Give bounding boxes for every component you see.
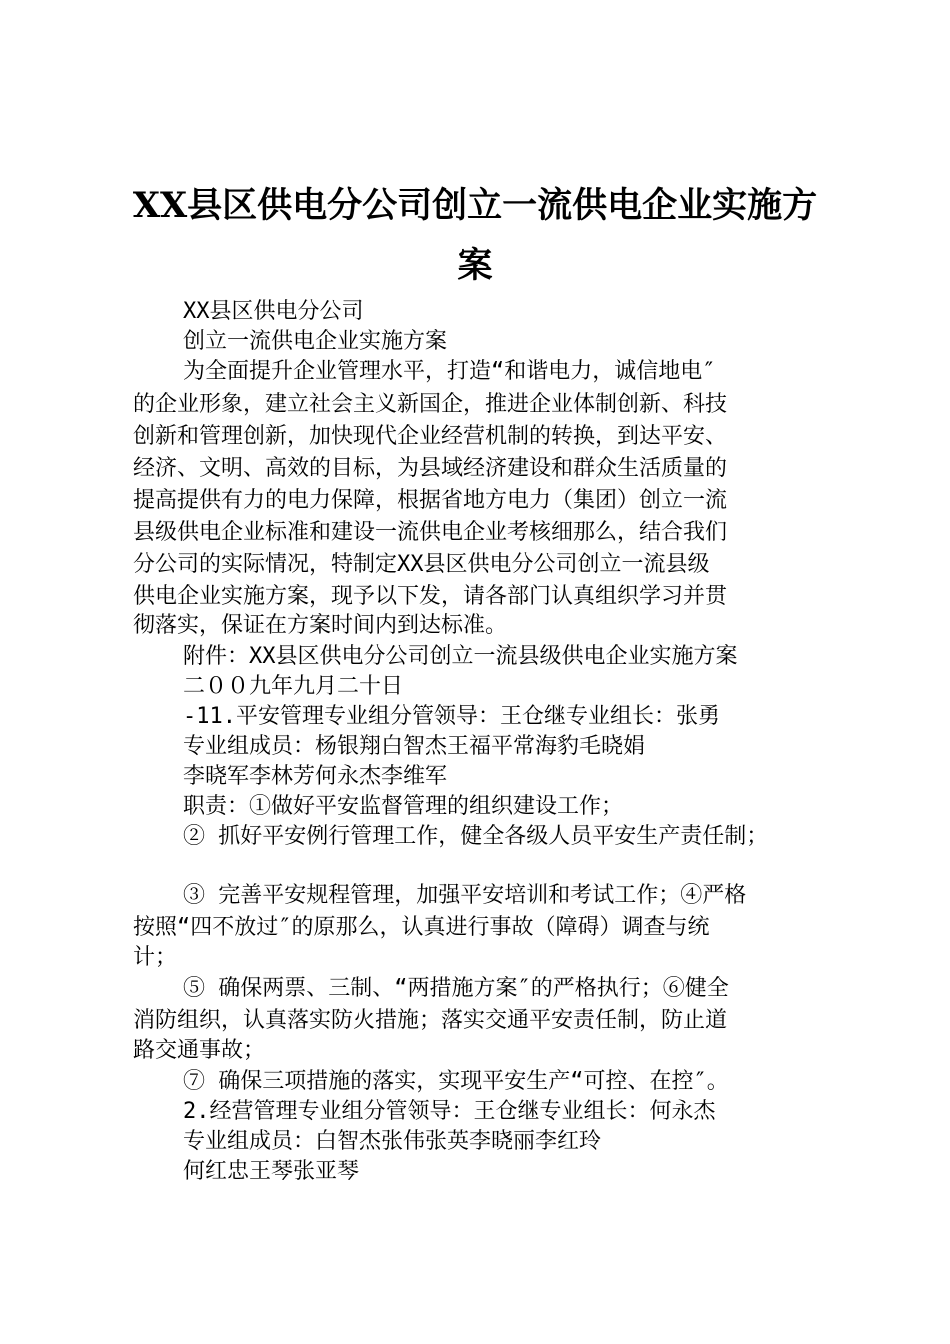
members-line: 专业组成员：白智杰张伟张英李晓丽李红玲: [183, 1129, 602, 1154]
duties-line: ② 抓好平安例行管理工作，健全各级人员平安生产责任制；: [183, 824, 769, 849]
section-heading-operations: 2.经营管理专业组分管领导：王仓继专业组长：何永杰: [183, 1099, 716, 1124]
members-line: 何红忠王琴张亚琴: [183, 1159, 360, 1184]
members-line: 专业组成员：杨银翔白智杰王福平常海豹毛晓娟: [183, 734, 646, 759]
duties-line: ⑦ 确保三项措施的落实，实现平安生产“可控、在控″。: [183, 1069, 729, 1094]
paragraph-line: 经济、文明、高效的目标，为县域经济建设和群众生活质量的: [133, 456, 728, 481]
date-line: 二００九年九月二十日: [183, 674, 404, 699]
duties-line: 职责：①做好平安监督管理的组织建设工作；: [183, 794, 624, 819]
duties-line: 按照“四不放过″的原那么，认真进行事故（障碍）调查与统: [133, 915, 710, 940]
paragraph-line: 分公司的实际情况，特制定XX县区供电分公司创立一流县级: [133, 552, 710, 577]
section-heading-safety: -11.平安管理专业组分管领导：王仓继专业组长：张勇: [183, 704, 720, 729]
document-title-line-2: 案: [457, 245, 493, 286]
duties-line: ⑤ 确保两票、三制、“两措施方案″的严格执行；⑥健全: [183, 976, 729, 1001]
paragraph-line: 彻落实，保证在方案时间内到达标准。: [133, 613, 508, 638]
paragraph-line: 为全面提升企业管理水平，打造“和谐电力，诚信地电″: [183, 359, 716, 384]
org-name-line: XX县区供电分公司: [183, 299, 364, 324]
members-line: 李晓军李林芳何永杰李维军: [183, 764, 448, 789]
paragraph-line: 的企业形象，建立社会主义新国企，推进企业体制创新、科技: [133, 392, 728, 417]
duties-line: ③ 完善平安规程管理，加强平安培训和考试工作；④严格: [183, 883, 747, 908]
document-title-line-1: XX县区供电分公司创立一流供电企业实施方: [132, 185, 818, 226]
duties-line: 消防组织，认真落实防火措施；落实交通平安责任制，防止道: [133, 1008, 728, 1033]
subtitle-line: 创立一流供电企业实施方案: [183, 329, 448, 354]
paragraph-line: 供电企业实施方案，现予以下发，请各部门认真组织学习并贯: [133, 584, 728, 609]
paragraph-line: 提高提供有力的电力保障，根据省地方电力（集团）创立一流: [133, 488, 728, 513]
duties-line: 路交通事故；: [133, 1038, 266, 1063]
paragraph-line: 县级供电企业标准和建设一流供电企业考核细那么，结合我们: [133, 520, 728, 545]
attachment-line: 附件：XX县区供电分公司创立一流县级供电企业实施方案: [183, 644, 738, 669]
paragraph-line: 创新和管理创新，加快现代企业经营机制的转换，到达平安、: [133, 424, 728, 449]
duties-line: 计；: [133, 945, 178, 970]
